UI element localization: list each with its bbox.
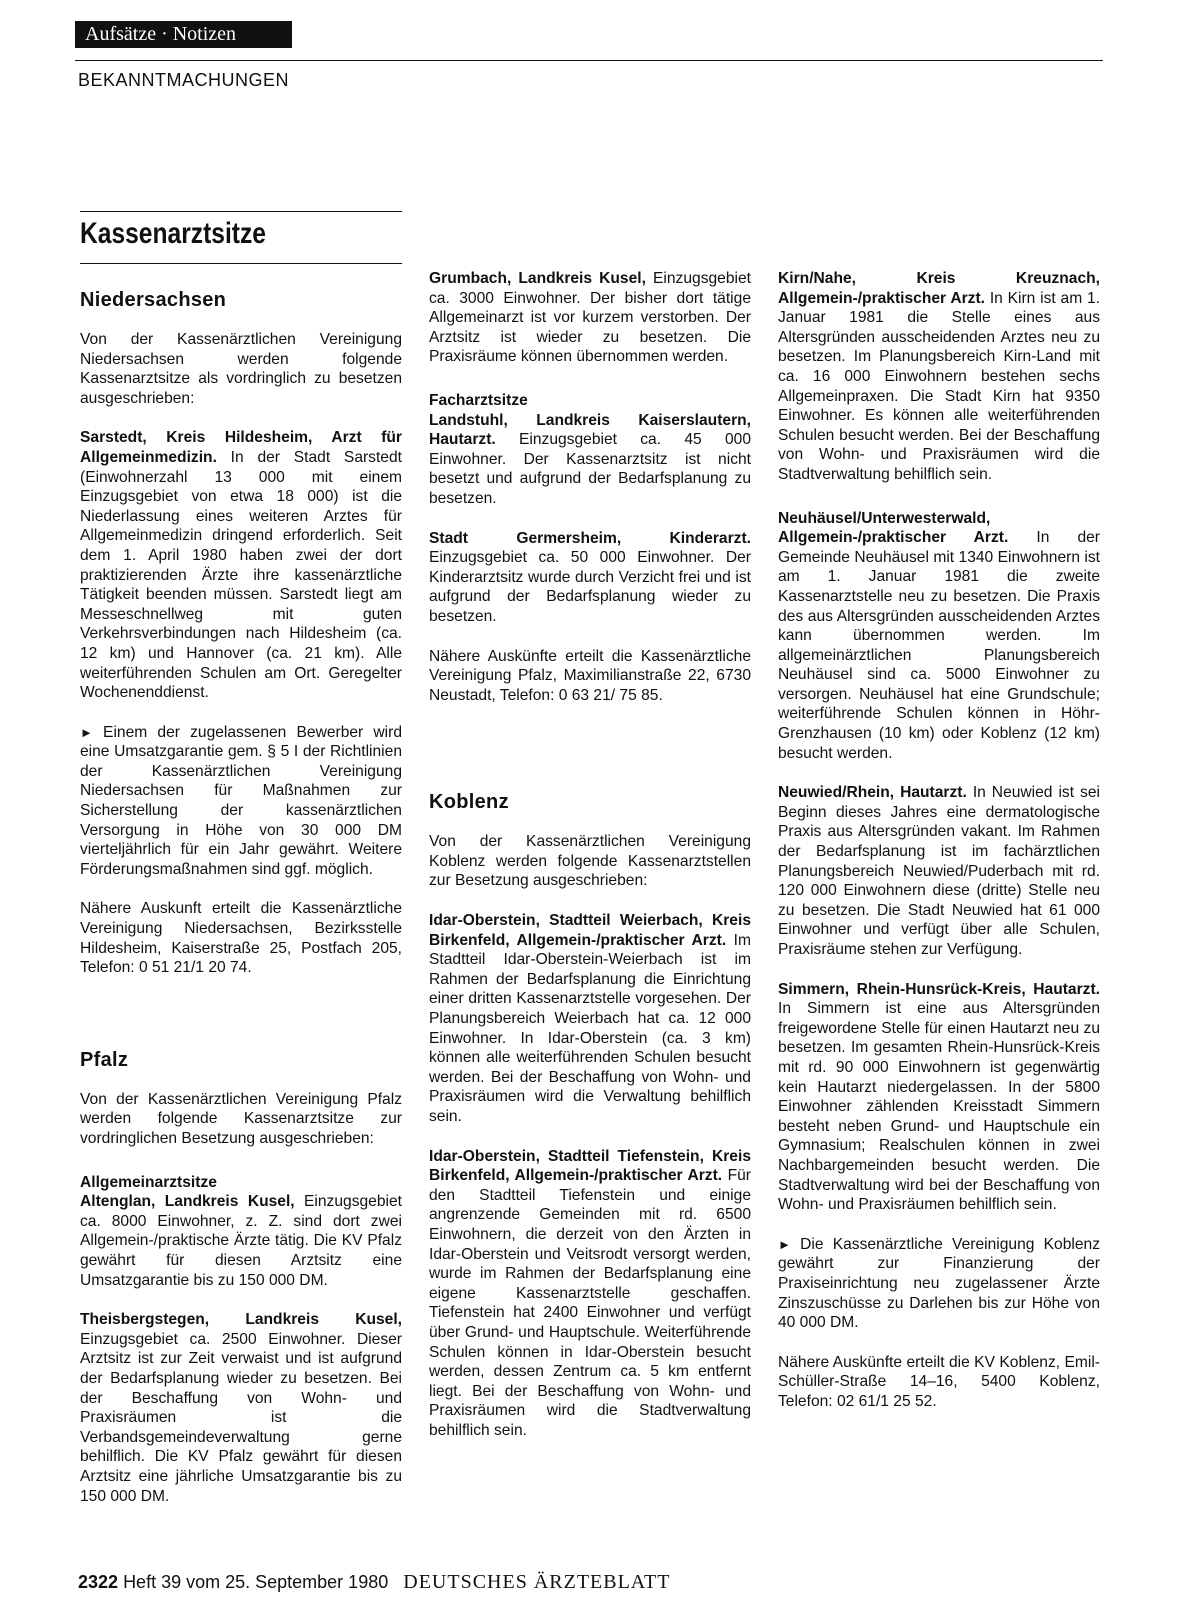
listing-text: Einzugsgebiet ca. 8000 Einwohner, z. Z. sind dort zwei Allgemein-/praktische Ärzte tätig. Die KV Pfalz gewährt für diesen Arztsitz eine Umsatzgarantie bis zu 150 000 DM. xyxy=(80,1193,402,1289)
listing-lead: Theisbergstegen, Landkreis Kusel, xyxy=(80,1311,402,1329)
listing-lead: Sarstedt, Kreis Hildesheim, Arzt für Allgemeinmedizin. xyxy=(80,429,402,466)
niedersachsen-note xyxy=(80,723,402,880)
listing-text: In Kirn ist am 1. Januar 1981 die Stelle eines aus Altersgründen ausscheidenden Arztes neu zu besetzen. Im Planungsbereich Kirn-Land mit ca. 16 000 Einwohnern bestehen sechs Allgemeinpraxen. Die Stadt Kirn hat 9350 Einwohner. Es können alle weiterführenden Schulen besucht werden. Bei der Beschaffung von Wohn- und Praxisräumen wird die Stadtverwaltung behilflich sein. xyxy=(778,289,1101,483)
listing-lead: Kirn/Nahe, Kreis Kreuznach, Allgemein-/praktischer Arzt. xyxy=(778,270,1100,307)
column-3 xyxy=(778,211,1100,1411)
kicker: BEKANNTMACHUNGEN xyxy=(78,70,290,90)
listing-lead: Neuhäusel/Unterwesterwald, Allgemein-/praktischer Arzt. xyxy=(778,509,1009,547)
note-text: Die Kassenärztliche Vereinigung Koblenz gewährt zur Finanzierung der Praxiseinrichtung neu zugelassener Ärzte Zinszuschüsse zu Darlehen bis zur Höhe von 40 000 DM. xyxy=(778,1235,1100,1332)
koblenz-intro: Von der Kassenärztlichen Vereinigung Koblenz werden folgende Kassenarztstellen zur Besetzung ausgeschrieben: xyxy=(429,833,751,890)
listing-text: In der Stadt Sarstedt (Einwohnerzahl 13 000 mit einem Einzugsgebiet von etwa 18 000) ist die Niederlassung eines weiteren Arztes für Allgemeinmedizin dringend erforderlich. Seit dem 1. April 1980 haben zwei der dort praktizierenden Ärzte ihre kassenärztliche Tätigkeit beenden müssen. Sarstedt liegt am Messeschnellweg mit guten Verkehrsverbindungen nach Hildesheim (ca. 12 km) und Hannover (ca. 21 km). Alle weiterführenden Schulen am Ort. Geregelter Wochenenddienst. xyxy=(80,448,402,702)
listing-lead: Stadt Germersheim, Kinderarzt. xyxy=(429,529,751,547)
listing-lead: Landstuhl, Landkreis Kaiserslautern, Hautarzt. xyxy=(429,411,751,449)
listing-tiefenstein xyxy=(429,1147,751,1441)
listing-lead: Idar-Oberstein, Stadtteil Weierbach, Kreis Birkenfeld, Allgemein-/praktischer Arzt. xyxy=(429,912,751,949)
listing-simmern xyxy=(778,980,1100,1215)
subheading-facharztsitze: Facharztsitze xyxy=(429,391,528,409)
listing-text: Einzugsgebiet ca. 50 000 Einwohner. Der Kinderarztsitz wurde durch Verzicht frei und ist aufgrund der Bedarfsplanung wieder zu besetzen. xyxy=(429,549,751,625)
region-heading-niedersachsen: Niedersachsen xyxy=(80,289,227,311)
section-tag: Aufsätze · Notizen xyxy=(75,21,292,48)
listing-landstuhl xyxy=(429,411,751,509)
column-2-content xyxy=(429,211,751,1441)
listing-lead: Altenglan, Landkreis Kusel, xyxy=(80,1193,295,1211)
listing-neuhaeusel xyxy=(778,509,1100,764)
koblenz-contact: Nähere Auskünfte erteilt die KV Koblenz, Emil-Schüller-Straße 14–16, 5400 Koblenz, Telefon: 02 61/1 25 52. xyxy=(778,1353,1100,1410)
listing-text: Einzugsgebiet ca. 2500 Einwohner. Dieser Arztsitz ist zur Zeit verwaist und ist aufgrund der Bedarfsplanung wieder zu besetzen. Bei der Beschaffung von Wohn- und Praxisräumen ist die Verbandsgemeindeverwaltung gerne behilflich. Die KV Pfalz gewährt für diesen Arztsitz eine jährliche Umsatzgarantie bis zu 150 000 DM. xyxy=(80,1330,402,1505)
listing-theisbergstegen xyxy=(80,1310,402,1506)
listing-sarstedt xyxy=(80,428,402,702)
listing-text: In Neuwied ist sei Beginn dieses Jahres eine dermatologische Praxis aus Altersgründen vakant. Im Rahmen der Bedarfsplanung ist im fachärztlichen Planungsbereich Neuwied/Puderbach mit rd. 120 000 Einwohnern diese (dritte) Stelle neu zu besetzen. Die Stadt Neuwied hat 61 000 Einwohner und verfügt über alle Schulen, Praxisräume stehen zur Verfügung. xyxy=(778,784,1100,958)
header-rule xyxy=(75,60,1103,61)
listing-lead: Idar-Oberstein, Stadtteil Tiefenstein, Kreis Birkenfeld, Allgemein-/praktischer Arzt. xyxy=(429,1147,751,1185)
listing-germersheim xyxy=(429,529,751,627)
niedersachsen-contact: Nähere Auskunft erteilt die Kassenärztliche Vereinigung Niedersachsen, Bezirksstelle Hildesheim, Kaiserstraße 25, Postfach 205, Telefon: 0 51 21/1 20 74. xyxy=(80,900,402,977)
listing-text: Für den Stadtteil Tiefenstein und einige angrenzende Gemeinden mit rd. 6500 Einwohnern, die derzeit von den Ärzten in Idar-Oberstein und Veitsrodt versorgt werden, wurde im Rahmen der Bedarfsplanung eine eigene Kassenarztstelle geschaffen. Tiefenstein hat 2400 Einwohner und verfügt über Grund- und Hauptschule. Weiterführende Schulen können in Idar-Oberstein besucht werden, dessen Zentrum ca. 5 km entfernt liegt. Bei der Beschaffung von Wohn- und Praxisräumen wird die Stadtverwaltung behilflich sein. xyxy=(429,1167,751,1439)
page-number: 2322 xyxy=(78,1572,119,1592)
koblenz-note xyxy=(778,1235,1100,1333)
listing-text: In Simmern ist eine aus Altersgründen freigewordene Stelle für einen Hautarzt neu zu besetzen. Im gesamten Rhein-Hunsrück-Kreis mit rd. 90 000 Einwohnern ist gegenwärtig kein Hautarzt niedergelassen. In der 5800 Einwohner zählenden Kreisstadt Simmern besteht neben Grund- und Hauptschule ein Gymnasium; Realschulen können in zwei Nachbargemeinden besucht werden. Die Stadtverwaltung wird bei der Beschaffung von Wohn- und Praxisräumen behilflich sein. xyxy=(778,1000,1100,1214)
column-1 xyxy=(80,211,402,1506)
listing-altenglan xyxy=(80,1192,402,1290)
listing-weierbach xyxy=(429,911,751,1127)
region-heading-koblenz: Koblenz xyxy=(429,791,509,814)
listing-text: In der Gemeinde Neuhäusel mit 1340 Einwohnern ist am 1. Januar 1981 die zweite Kassenarztstelle neu zu besetzen. Die Praxis des aus Altersgründen ausscheidenden Arztes kann übernommen werden. Im allgemeinärztlichen Planungsbereich Neuhäusel sind ca. 5000 Einwohner zu versorgen. Neuhäusel hat eine Grundschule; weiterführende Schulen können in Höhr-Grenzhausen (10 km) oder Koblenz (12 km) besucht werden. xyxy=(778,529,1100,762)
pfalz-contact: Nähere Auskünfte erteilt die Kassenärztliche Vereinigung Pfalz, Maximilianstraße 22, 6730 Neustadt, Telefon: 0 63 21/ 75 85. xyxy=(429,647,751,704)
journal-name: DEUTSCHES ÄRZTEBLATT xyxy=(403,1571,671,1593)
bullet-icon: ► xyxy=(778,1236,791,1252)
listing-kirn xyxy=(778,269,1100,485)
listing-lead: Neuwied/Rhein, Hautarzt. xyxy=(778,784,967,802)
listing-text: Im Stadtteil Idar-Oberstein-Weierbach ist im Rahmen der Bedarfsplanung die Einrichtung einer dritten Kassenarztstelle vorgesehen. Der Planungsbereich Weierbach hat ca. 12 000 Einwohner. In Idar-Oberstein (ca. 3 km) können alle weiterführenden Schulen besucht werden. Bei der Beschaffung von Wohn- und Praxisräumen wird die Verwaltung behilflich sein. xyxy=(429,931,751,1125)
bullet-icon: ► xyxy=(80,724,93,740)
niedersachsen-intro: Von der Kassenärztlichen Vereinigung Niedersachsen werden folgende Kassenarztsitze als vordringlich zu besetzen ausgeschrieben: xyxy=(80,331,402,407)
listing-grumbach xyxy=(429,269,751,367)
article-title: Kassenarztsitze xyxy=(80,217,266,250)
listing-neuwied xyxy=(778,783,1100,959)
subheading-allgemeinarztsitze: Allgemeinarztsitze xyxy=(80,1173,217,1191)
listing-lead: Simmern, Rhein-Hunsrück-Kreis, Hautarzt. xyxy=(778,980,1100,998)
issue-info: Heft 39 vom 25. September 1980 xyxy=(123,1572,389,1592)
listing-text: Einzugsgebiet ca. 45 000 Einwohner. Der Kassenarztsitz ist nicht besetzt und aufgrund der Bedarfsplanung zu besetzen. xyxy=(429,431,751,507)
pfalz-intro: Von der Kassenärztlichen Vereinigung Pfalz werden folgende Kassenarztsitze zur vordringlichen Besetzung ausgeschrieben: xyxy=(80,1090,402,1147)
region-heading-pfalz: Pfalz xyxy=(80,1048,129,1071)
page-footer xyxy=(78,1571,670,1594)
title-block xyxy=(80,211,402,264)
listing-text: Einzugsgebiet ca. 3000 Einwohner. Der bisher dort tätige Allgemeinarzt ist vor kurzem verstorben. Der Arztsitz ist wieder zu besetzen. Die Praxisräume können übernommen werden. xyxy=(429,270,751,366)
listing-lead: Grumbach, Landkreis Kusel, xyxy=(429,270,646,287)
note-text: Einem der zugelassenen Bewerber wird eine Umsatzgarantie gem. § 5 I der Richtlinien der Kassenärztlichen Vereinigung Niedersachsen für Maßnahmen zur Sicherstellung der kassenärztlichen Versorgung in Höhe von 30 000 DM vierteljährlich für ein Jahr gewährt. Weitere Förderungsmaßnahmen sind ggf. möglich. xyxy=(80,723,402,878)
